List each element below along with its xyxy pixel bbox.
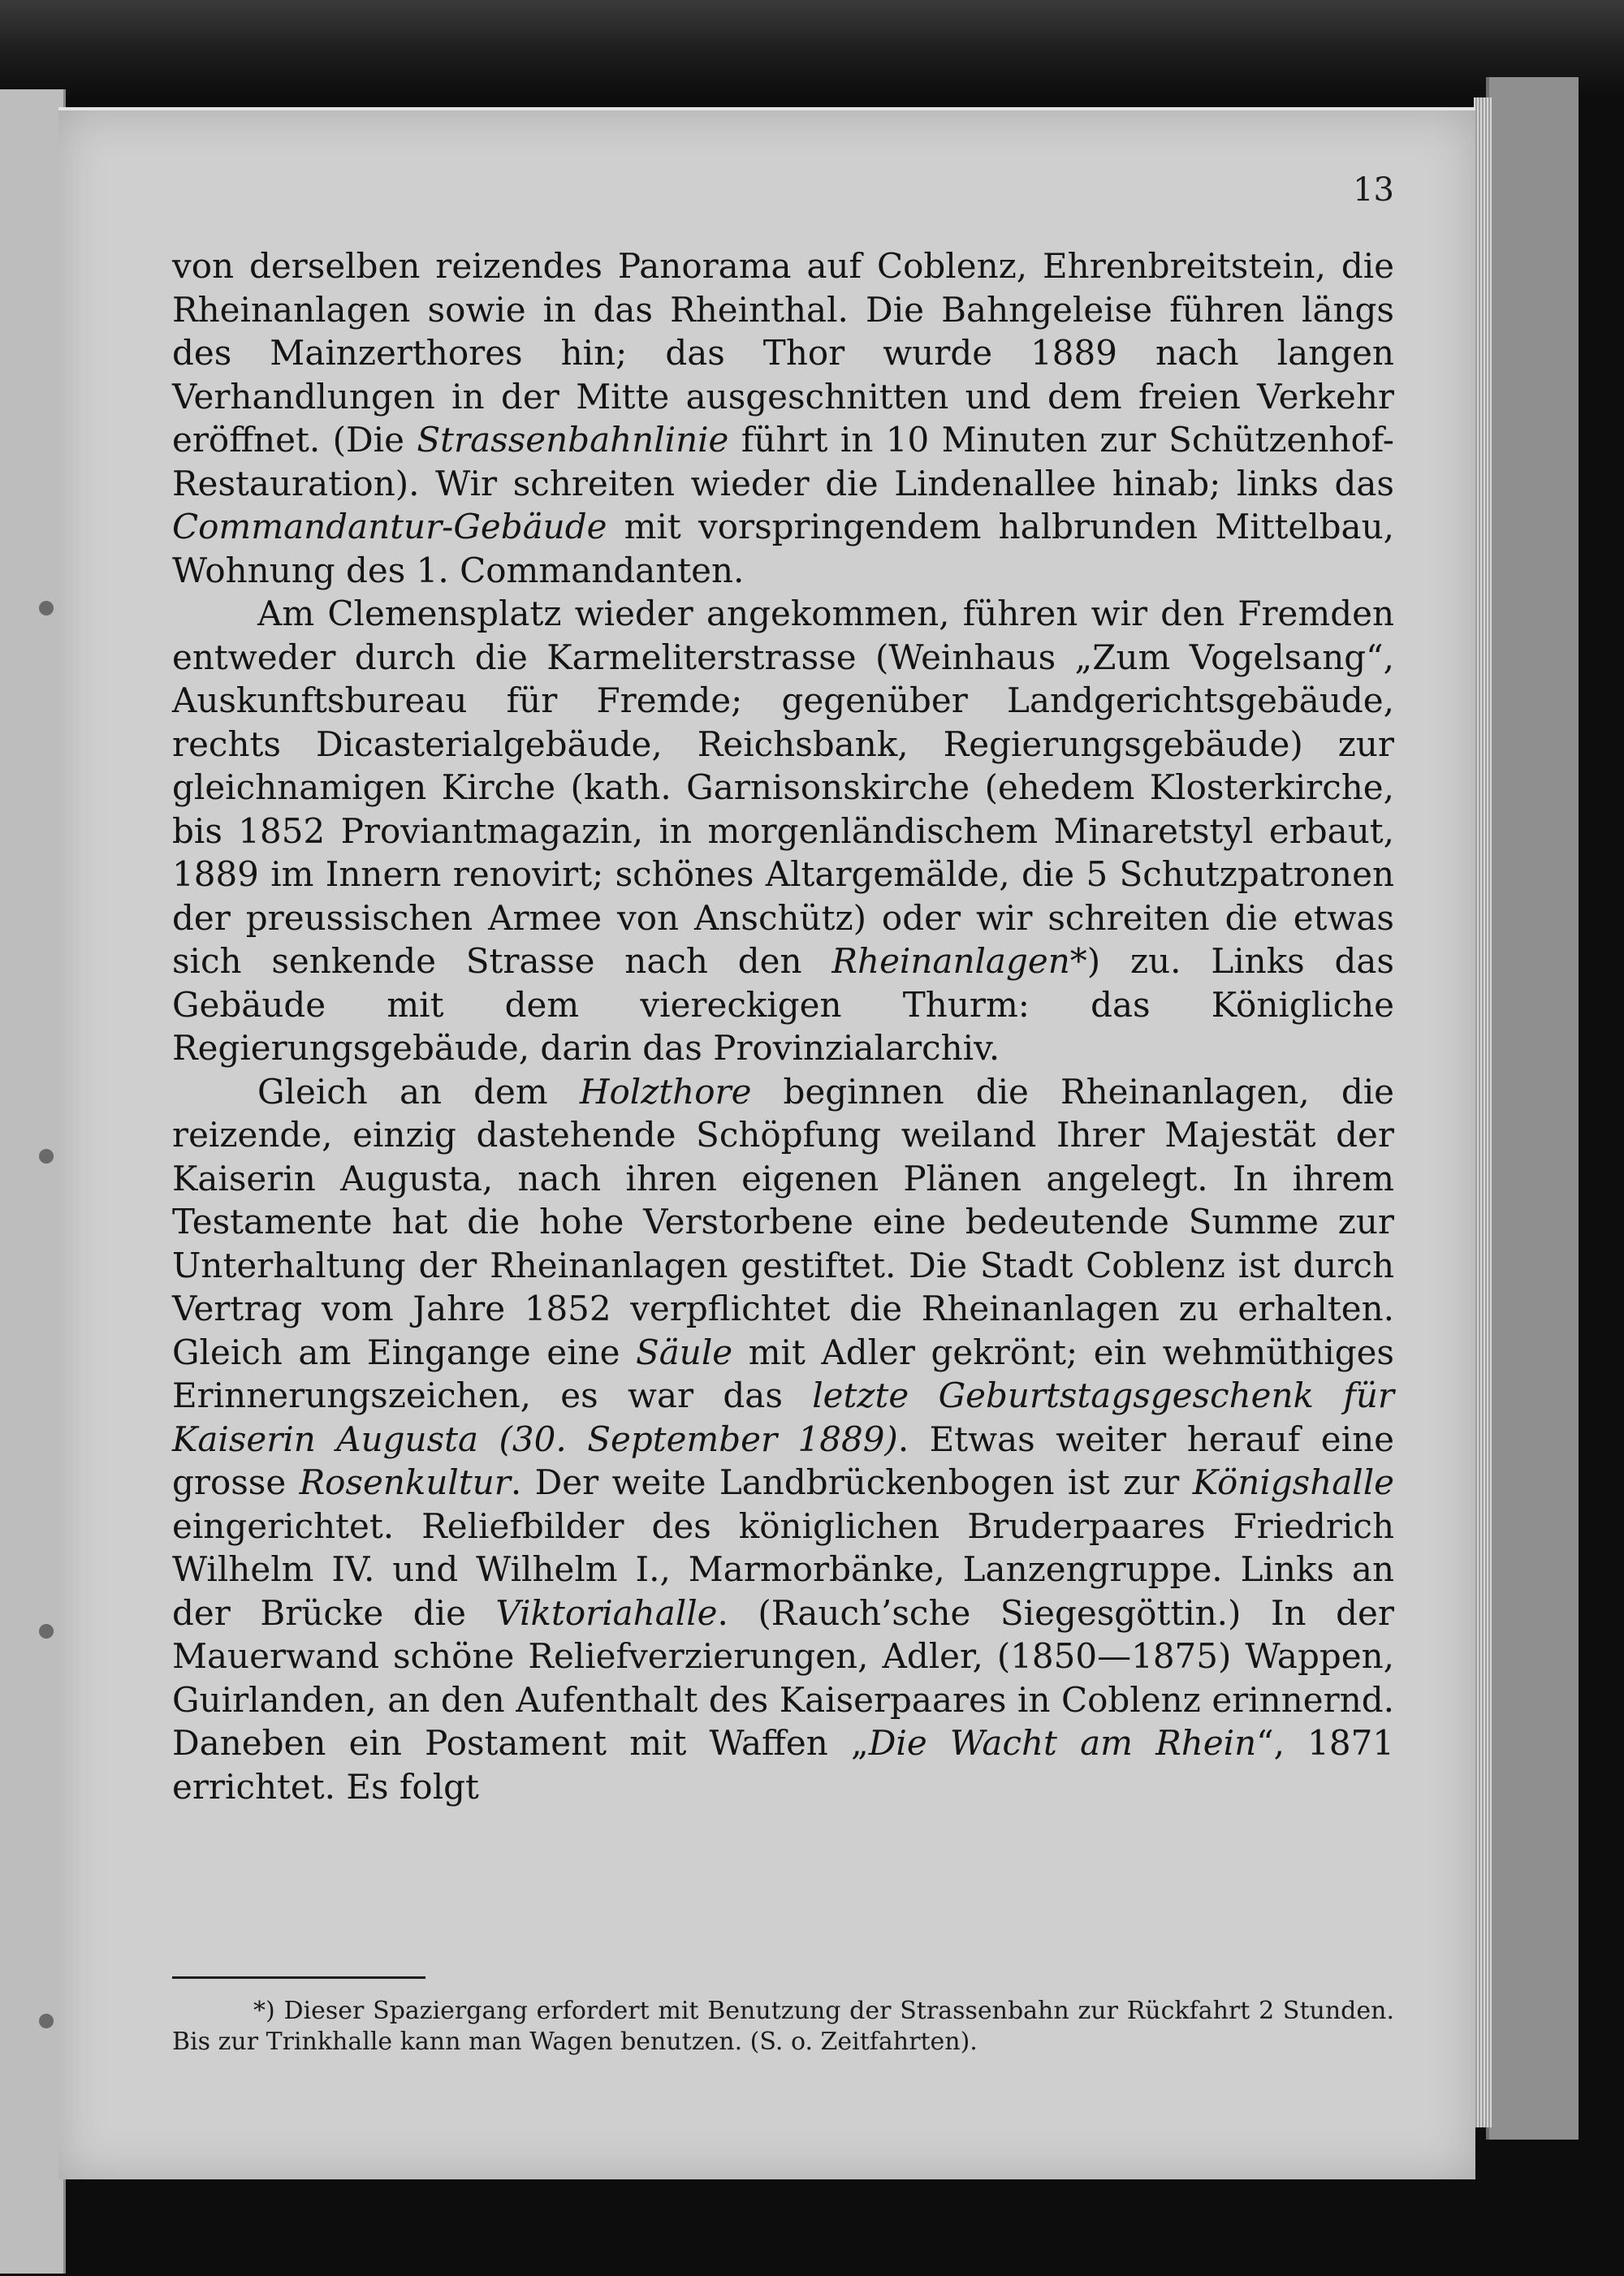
margin-mark bbox=[39, 1624, 54, 1639]
page-stack-edge bbox=[1474, 97, 1492, 2127]
paragraph-1 bbox=[172, 244, 1394, 592]
paragraph-3 bbox=[172, 1070, 1394, 1809]
italic-term: Viktoriahalle bbox=[495, 1592, 718, 1633]
text-run: mit Adler gekrönt; ein wehmüthiges Erinnerungszeichen, es war das bbox=[172, 1332, 1394, 1415]
body-text bbox=[172, 244, 1394, 1808]
italic-term: Königshalle bbox=[1192, 1462, 1395, 1502]
footnote-rule bbox=[172, 1976, 425, 1979]
text-run: “, 1871 errichtet. Es folgt bbox=[172, 1723, 1395, 1807]
text-run: mit vorspringendem halbrunden Mittelbau, Wohnung des 1. Commandanten. bbox=[172, 507, 1394, 590]
text-run: . Der weite Landbrückenbogen ist zur bbox=[510, 1462, 1193, 1502]
footnote: *) Dieser Spaziergang erfordert mit Benutzung der Strassenbahn zur Rückfahrt 2 Stunden. Bis zur Trinkhalle kann man Wagen benutzen. (S. o. Zeitfahrten). bbox=[172, 1997, 1394, 2056]
italic-term: Strassenbahnlinie bbox=[417, 420, 729, 460]
text-run: *) zu. Links das Gebäude mit dem viereckigen Thurm: das Königliche Regierungsgebäude, darin das Provinzialarchiv. bbox=[172, 941, 1394, 1068]
text-run: beginnen die Rheinanlagen, die reizende, einzig dastehende Schöpfung weiland Ihrer Majestät der Kaiserin Augusta, nach ihren eigenen Plänen angelegt. In ihrem Testamente hat die hohe Verstorbene eine bedeutende Summe zur Unterhaltung der Rheinanlagen gestiftet. Die Stadt Coblenz ist durch Vertrag vom Jahre 1852 verpflichtet die Rheinanlagen zu erhalten. Gleich am Eingange eine bbox=[172, 1071, 1395, 1372]
italic-term: Rosenkultur bbox=[299, 1462, 511, 1502]
italic-term: Commandantur-Gebäude bbox=[172, 507, 607, 546]
book-page bbox=[58, 107, 1475, 2179]
text-run: . (Rauch’sche Siegesgöttin.) In der Mauerwand schöne Reliefverzierungen, Adler, (1850—1875) Wappen, Guirlanden, an den Aufenthalt des Kaiserpaares in Coblenz erinnernd. Daneben ein Postament mit Waffen „ bbox=[172, 1592, 1394, 1763]
italic-term: letzte Geburtstagsgeschenk für Kaiserin Augusta (30. September 1889) bbox=[172, 1376, 1394, 1459]
scan-top-band bbox=[0, 0, 1624, 97]
italic-term: Rheinanlagen bbox=[831, 941, 1070, 981]
margin-mark bbox=[39, 1149, 54, 1164]
text-run: von derselben reizendes Panorama auf Coblenz, Ehrenbreitstein, die Rheinanlagen sowie in das Rheinthal. Die Bahngeleise führen längs des Mainzerthores hin; das Thor wurde 1889 nach langen Verhandlungen in der Mitte ausgeschnitten und dem freien Verkehr eröffnet. (Die bbox=[172, 246, 1394, 460]
book-cover-edge bbox=[1486, 77, 1579, 2140]
text-run: . Etwas weiter herauf eine grosse bbox=[172, 1419, 1394, 1502]
text-run: Am Clemensplatz wieder angekommen, führen wir den Fremden entweder durch die Karmeliterstrasse (Weinhaus „Zum Vogelsang“, Auskunftsbureau für Fremde; gegenüber Landgerichtsgebäude, rechts Dicasterialgebäude, Reichsbank, Regierungsgebäude) zur gleichnamigen Kirche (kath. Garnisonskirche (ehedem Klosterkirche, bis 1852 Proviantmagazin, in morgenländischem Minaretstyl erbaut, 1889 im Innern renovirt; schönes Altargemälde, die 5 Schutzpatronen der preussischen Armee von Anschütz) oder wir schreiten die etwas sich senkende Strasse nach den bbox=[172, 594, 1394, 981]
paragraph-2 bbox=[172, 592, 1394, 1070]
text-run: eingerichtet. Reliefbilder des königlichen Bruderpaares Friedrich Wilhelm IV. und Wilhelm I., Marmorbänke, Lanzengruppe. Links an der Brücke die bbox=[172, 1505, 1394, 1633]
italic-term: Säule bbox=[635, 1332, 733, 1372]
page-number: 13 bbox=[1353, 171, 1394, 209]
italic-term: Holzthore bbox=[579, 1071, 752, 1112]
margin-mark bbox=[39, 601, 54, 615]
facing-page-edge bbox=[0, 89, 66, 2274]
text-run: Gleich an dem bbox=[257, 1071, 580, 1112]
text-run: führt in 10 Minuten zur Schützenhof-Restauration). Wir schreiten wieder die Lindenallee hinab; links das bbox=[172, 420, 1394, 503]
italic-term: Die Wacht am Rhein bbox=[868, 1723, 1257, 1763]
margin-mark bbox=[39, 2014, 54, 2028]
